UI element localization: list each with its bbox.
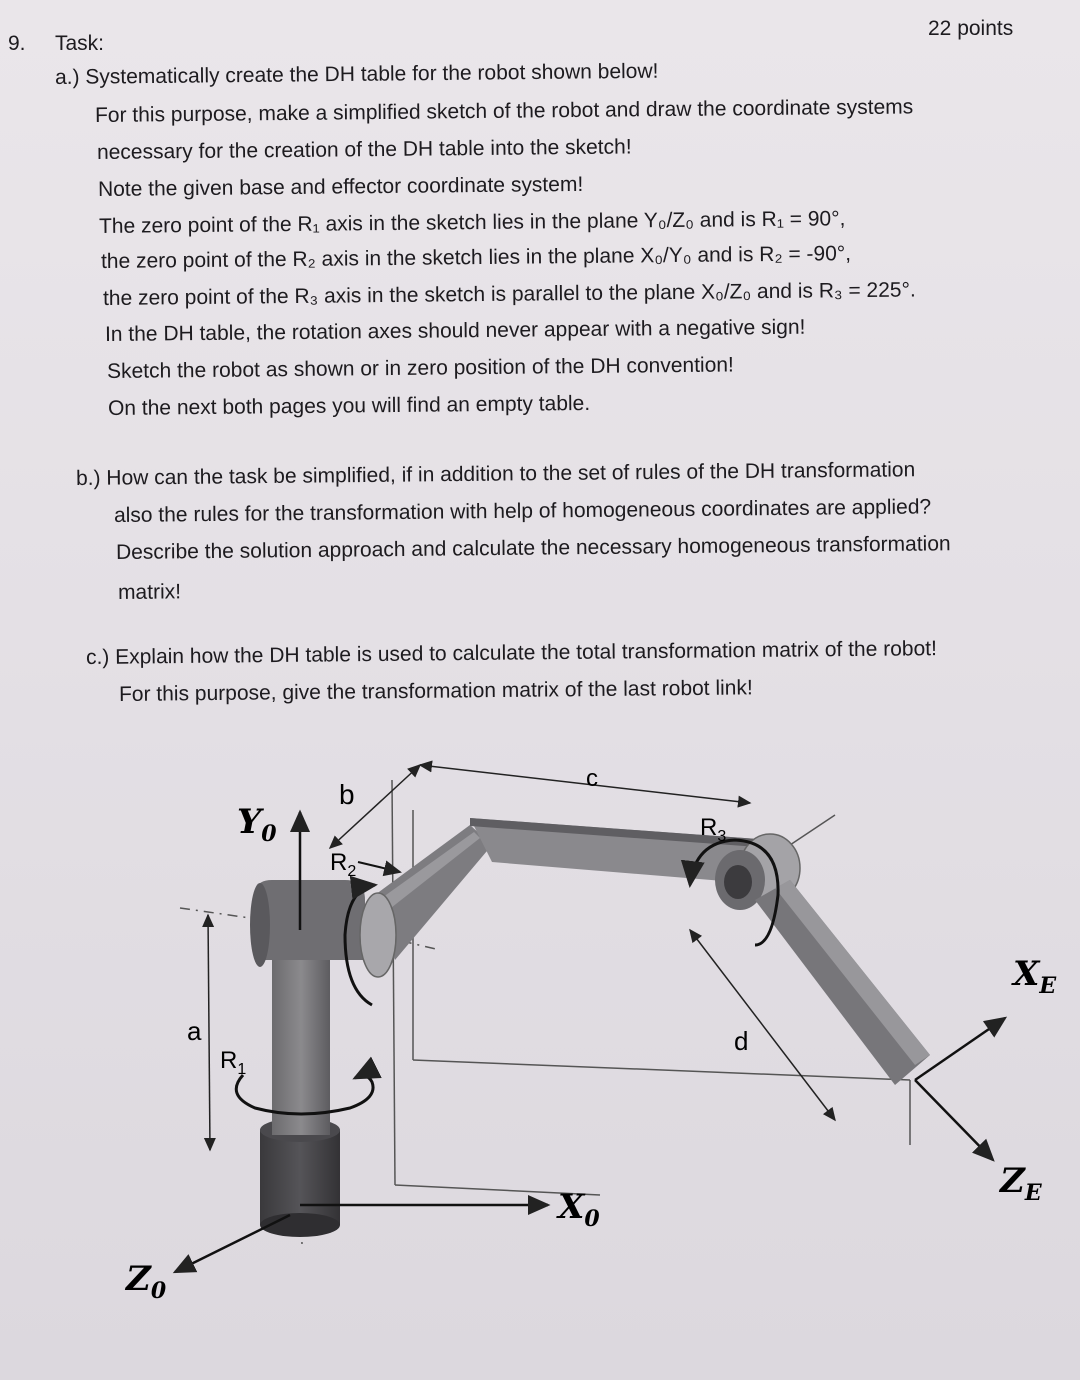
label-xe-sub: E — [1039, 973, 1057, 999]
part-a-line: necessary for the creation of the DH table into the sketch! — [96, 135, 632, 164]
part-a-line: The zero point of the R₁ axis in the sketch lies in the plane Y₀/Z₀ and is R₁ = 90°, — [98, 207, 846, 238]
task-number: 9. — [8, 32, 26, 55]
part-a-line: Sketch the robot as shown or in zero position of the DH convention! — [106, 353, 734, 383]
part-a-line: On the next both pages you will find an empty table. — [107, 391, 591, 420]
label-ze-sub: E — [1024, 1180, 1042, 1206]
part-a-line: For this purpose, make a simplified sketch of the robot and draw the coordinate systems — [94, 95, 914, 127]
label-r2: $R_2$ — [330, 849, 357, 880]
dim-a-line — [208, 915, 210, 1150]
part-a-line: In the DH table, the rotation axes should never appear with a negative sign! — [104, 315, 806, 346]
part-c-line: For this purpose, give the transformation matrix of the last robot link! — [118, 676, 753, 706]
joint-r2-disc — [360, 893, 396, 977]
label-y0: $Y_0$ — [237, 802, 277, 847]
label-dim-d: d — [734, 1026, 749, 1056]
part-b-line: also the rules for the transformation with help of homogeneous coordinates are applied? — [113, 495, 932, 527]
robot-shoulder — [255, 880, 365, 960]
part-a-line: the zero point of the R₂ axis in the sketch lies in the plane X₀/Y₀ and is R₂ = -90°, — [100, 242, 852, 273]
part-b-line: b.) How can the task be simplified, if in addition to the set of rules of the DH transformation — [75, 458, 916, 490]
label-dim-b: b — [339, 779, 355, 810]
robot-figure — [0, 720, 1080, 1380]
label-dim-a: a — [187, 1016, 202, 1046]
part-a-line: a.) Systematically create the DH table for the robot shown below! — [54, 59, 659, 89]
robot-base — [260, 1130, 340, 1225]
part-c-line: c.) Explain how the DH table is used to calculate the total transformation matrix of the robot! — [85, 637, 937, 669]
label-ze: $Z_E$ — [1000, 1161, 1042, 1206]
task-title: Task: — [55, 32, 105, 55]
label-z0-sub: 0 — [150, 1278, 167, 1304]
z0-axis-arrow — [175, 1215, 290, 1272]
dim-c-line — [420, 765, 750, 803]
label-z0: $Z_0$ — [126, 1259, 167, 1304]
label-x0: $X_0$ — [558, 1187, 600, 1232]
robot-body — [250, 818, 930, 1237]
label-x0-sub: 0 — [584, 1206, 600, 1232]
points-label: 22 points — [928, 17, 1014, 40]
label-xe: $X_E$ — [1013, 954, 1057, 999]
label-r3-sub: 3 — [717, 828, 727, 845]
part-b-line: matrix! — [117, 580, 182, 604]
robot-column — [272, 940, 330, 1135]
part-a-line: the zero point of the R₃ axis in the sketch is parallel to the plane X₀/Z₀ and is R₃ = 225°. — [102, 278, 916, 310]
robot-link-3 — [755, 880, 930, 1085]
label-r3: $R_3$ — [700, 814, 727, 845]
label-r1-sub: 1 — [237, 1061, 247, 1078]
part-b-line: Describe the solution approach and calculate the necessary homogeneous transformation — [115, 532, 951, 564]
label-r2-sub: 2 — [347, 863, 357, 880]
xe-axis-arrow — [915, 1018, 1005, 1080]
label-dim-c: c — [586, 765, 598, 792]
label-r1: $R_1$ — [220, 1047, 247, 1078]
ze-axis-arrow — [915, 1080, 993, 1160]
label-y0-sub: 0 — [261, 821, 277, 847]
part-a-line: Note the given base and effector coordinate system! — [97, 172, 584, 201]
